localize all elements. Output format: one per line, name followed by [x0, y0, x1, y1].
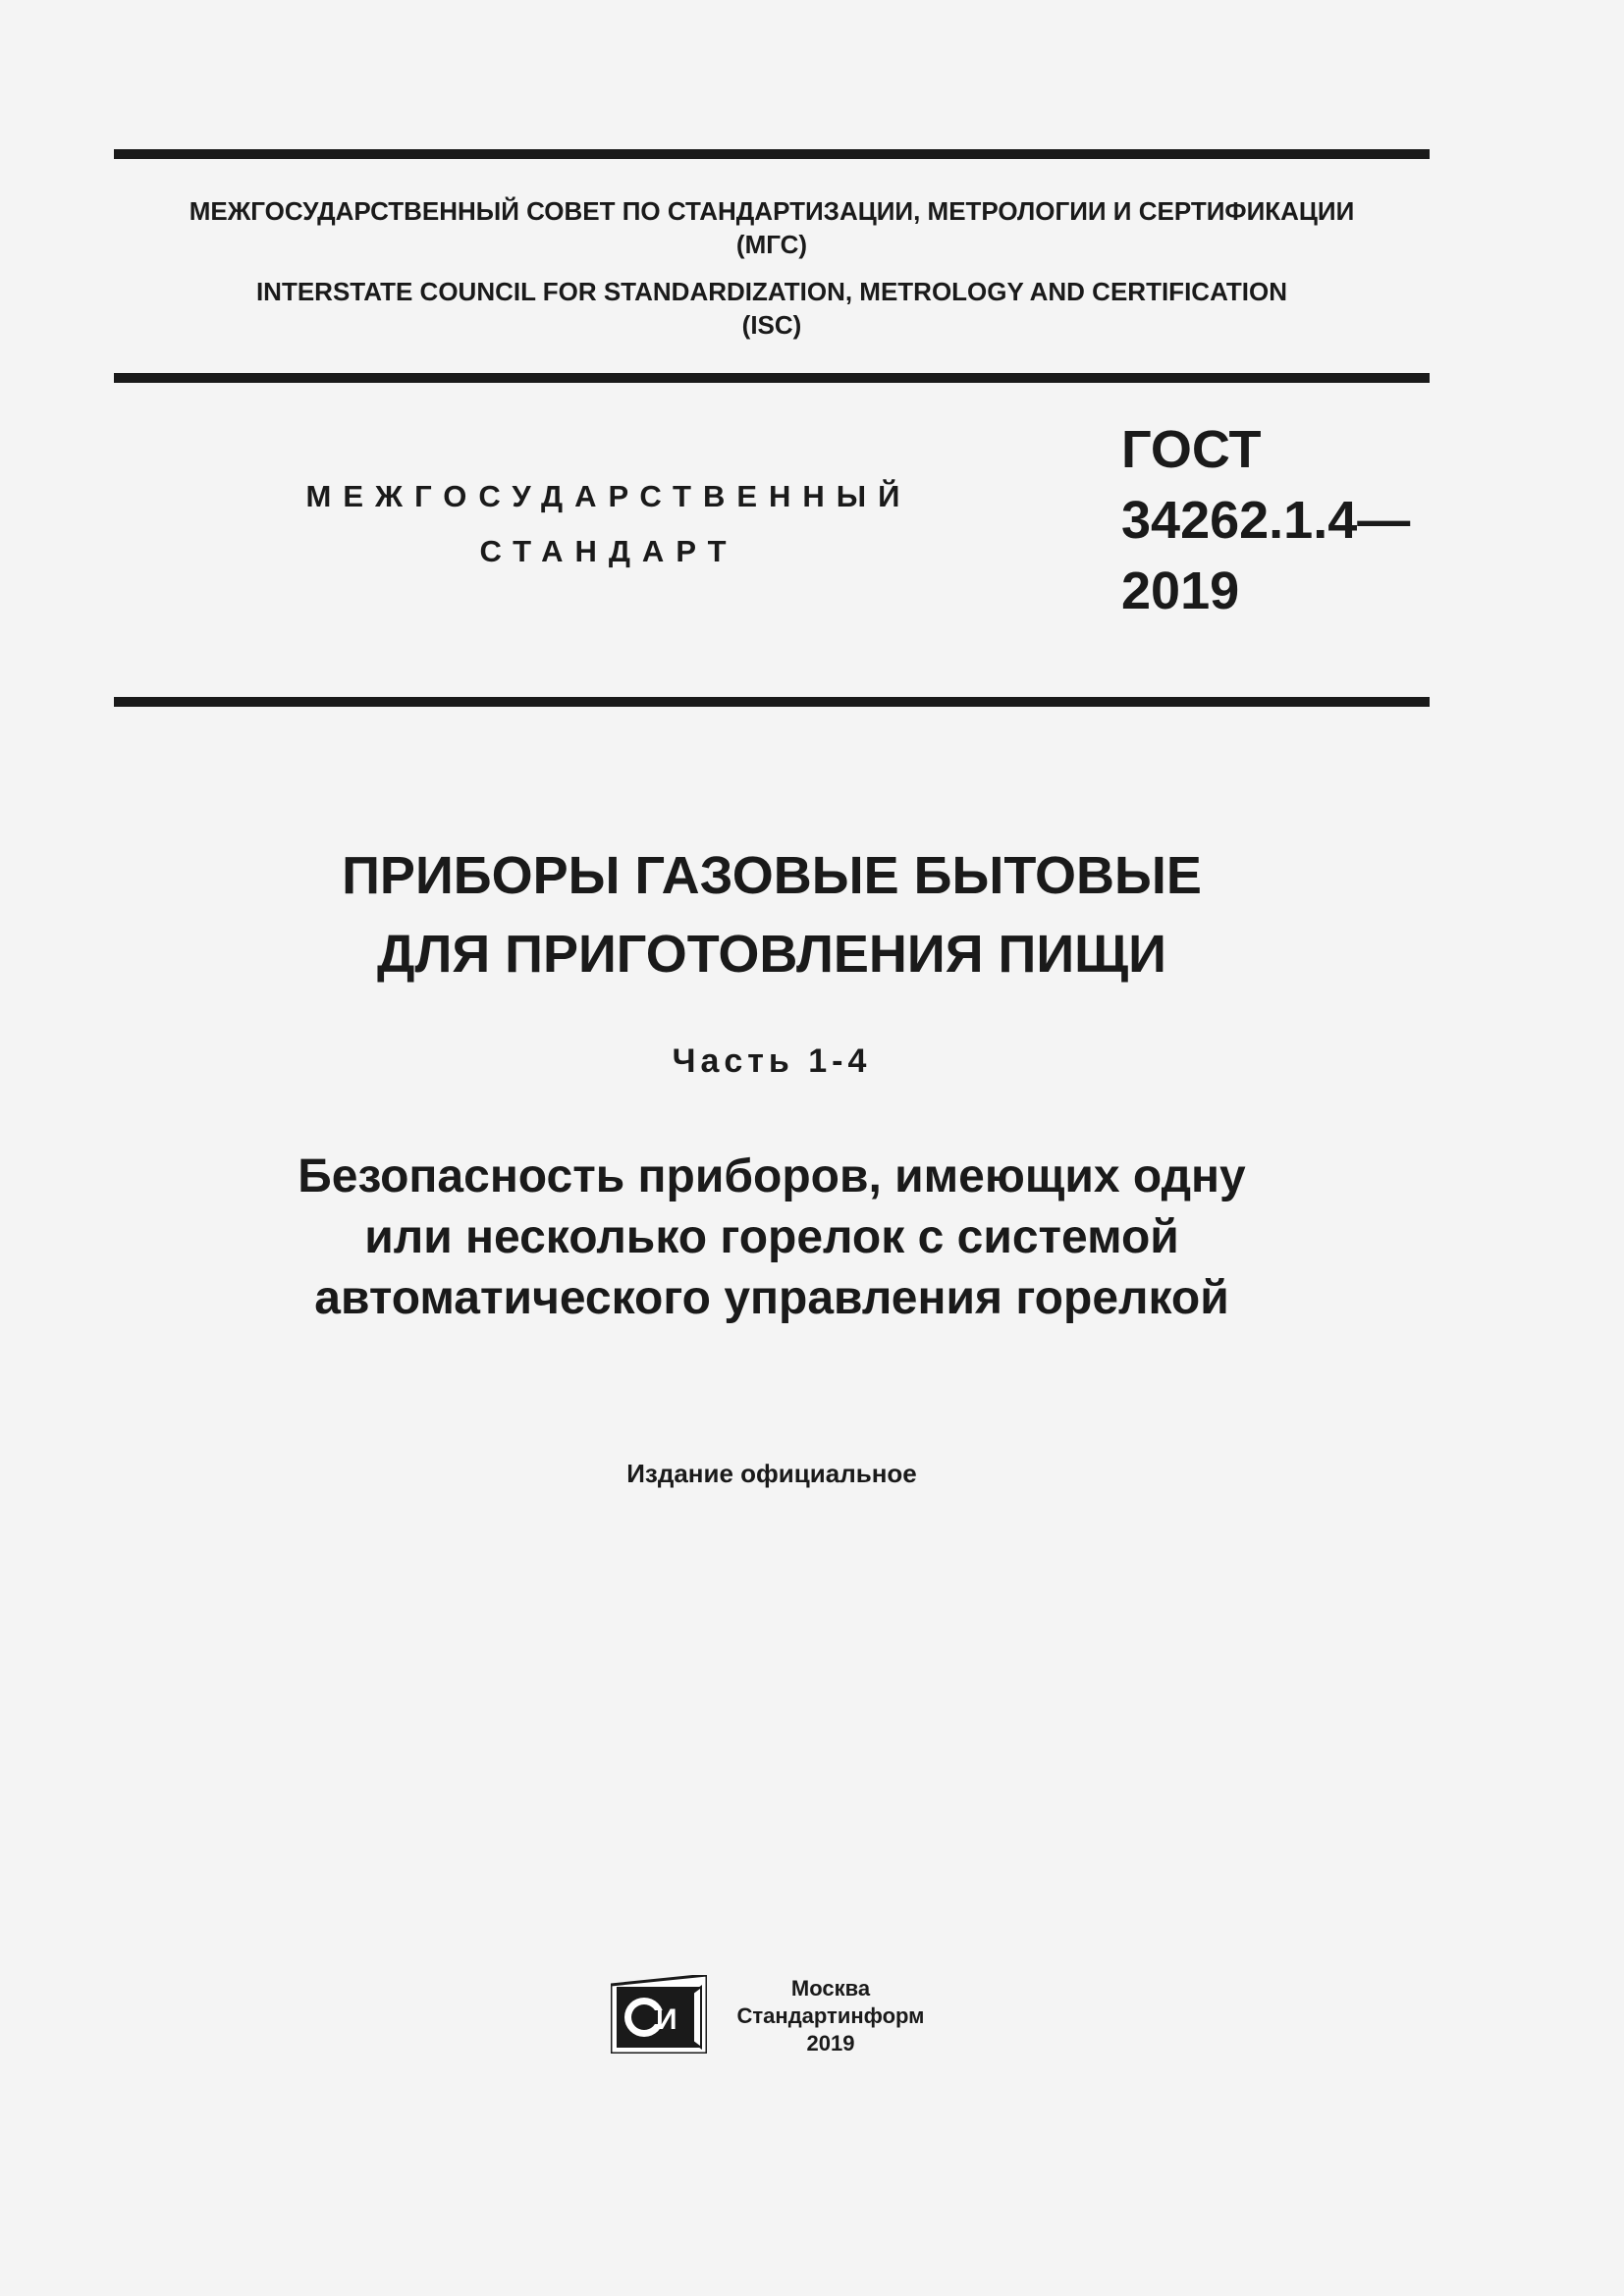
- subtitle-line3: автоматического управления горелкой: [314, 1272, 1229, 1324]
- gost-year: 2019: [1121, 561, 1240, 620]
- document-title: [114, 836, 1430, 993]
- title-divider: [114, 697, 1430, 707]
- council-header: [114, 194, 1430, 342]
- title-line2: ДЛЯ ПРИГОТОВЛЕНИЯ ПИЩИ: [376, 925, 1166, 984]
- publisher-name: Стандартинформ: [736, 2003, 925, 2028]
- subtitle-line1: Безопасность приборов, имеющих одну: [298, 1150, 1246, 1202]
- council-name-ru: МЕЖГОСУДАРСТВЕННЫЙ СОВЕТ ПО СТАНДАРТИЗАЦИИ, МЕТРОЛОГИИ И СЕРТИФИКАЦИИ: [189, 196, 1355, 226]
- publisher-city: Москва: [790, 1976, 871, 2001]
- document-subtitle: [114, 1147, 1430, 1329]
- svg-text:И: И: [656, 2003, 677, 2036]
- edition-label: Издание официальное: [626, 1459, 917, 1488]
- subtitle-line2: или несколько горелок с системой: [364, 1211, 1179, 1263]
- standard-type-line1: МЕЖГОСУДАРСТВЕННЫЙ: [305, 479, 912, 513]
- standard-type-label: [265, 469, 952, 579]
- council-abbr-en: (ISC): [741, 310, 802, 340]
- publisher-block: [723, 1975, 939, 2057]
- council-abbr-ru: (МГС): [735, 230, 808, 259]
- gost-number: 34262.1.4—: [1121, 491, 1411, 550]
- gost-prefix: ГОСТ: [1121, 420, 1262, 479]
- standard-type-line2: СТАНДАРТ: [479, 534, 738, 568]
- title-line1: ПРИБОРЫ ГАЗОВЫЕ БЫТОВЫЕ: [342, 846, 1202, 905]
- publisher-year: 2019: [806, 2031, 855, 2056]
- top-divider: [114, 149, 1430, 159]
- council-name-en: INTERSTATE COUNCIL FOR STANDARDIZATION, METROLOGY AND CERTIFICATION: [255, 277, 1288, 306]
- part-number: Часть 1-4: [672, 1042, 872, 1080]
- standartinform-logo-icon: [611, 1975, 707, 2054]
- gost-designation: [1121, 414, 1410, 626]
- header-divider: [114, 373, 1430, 383]
